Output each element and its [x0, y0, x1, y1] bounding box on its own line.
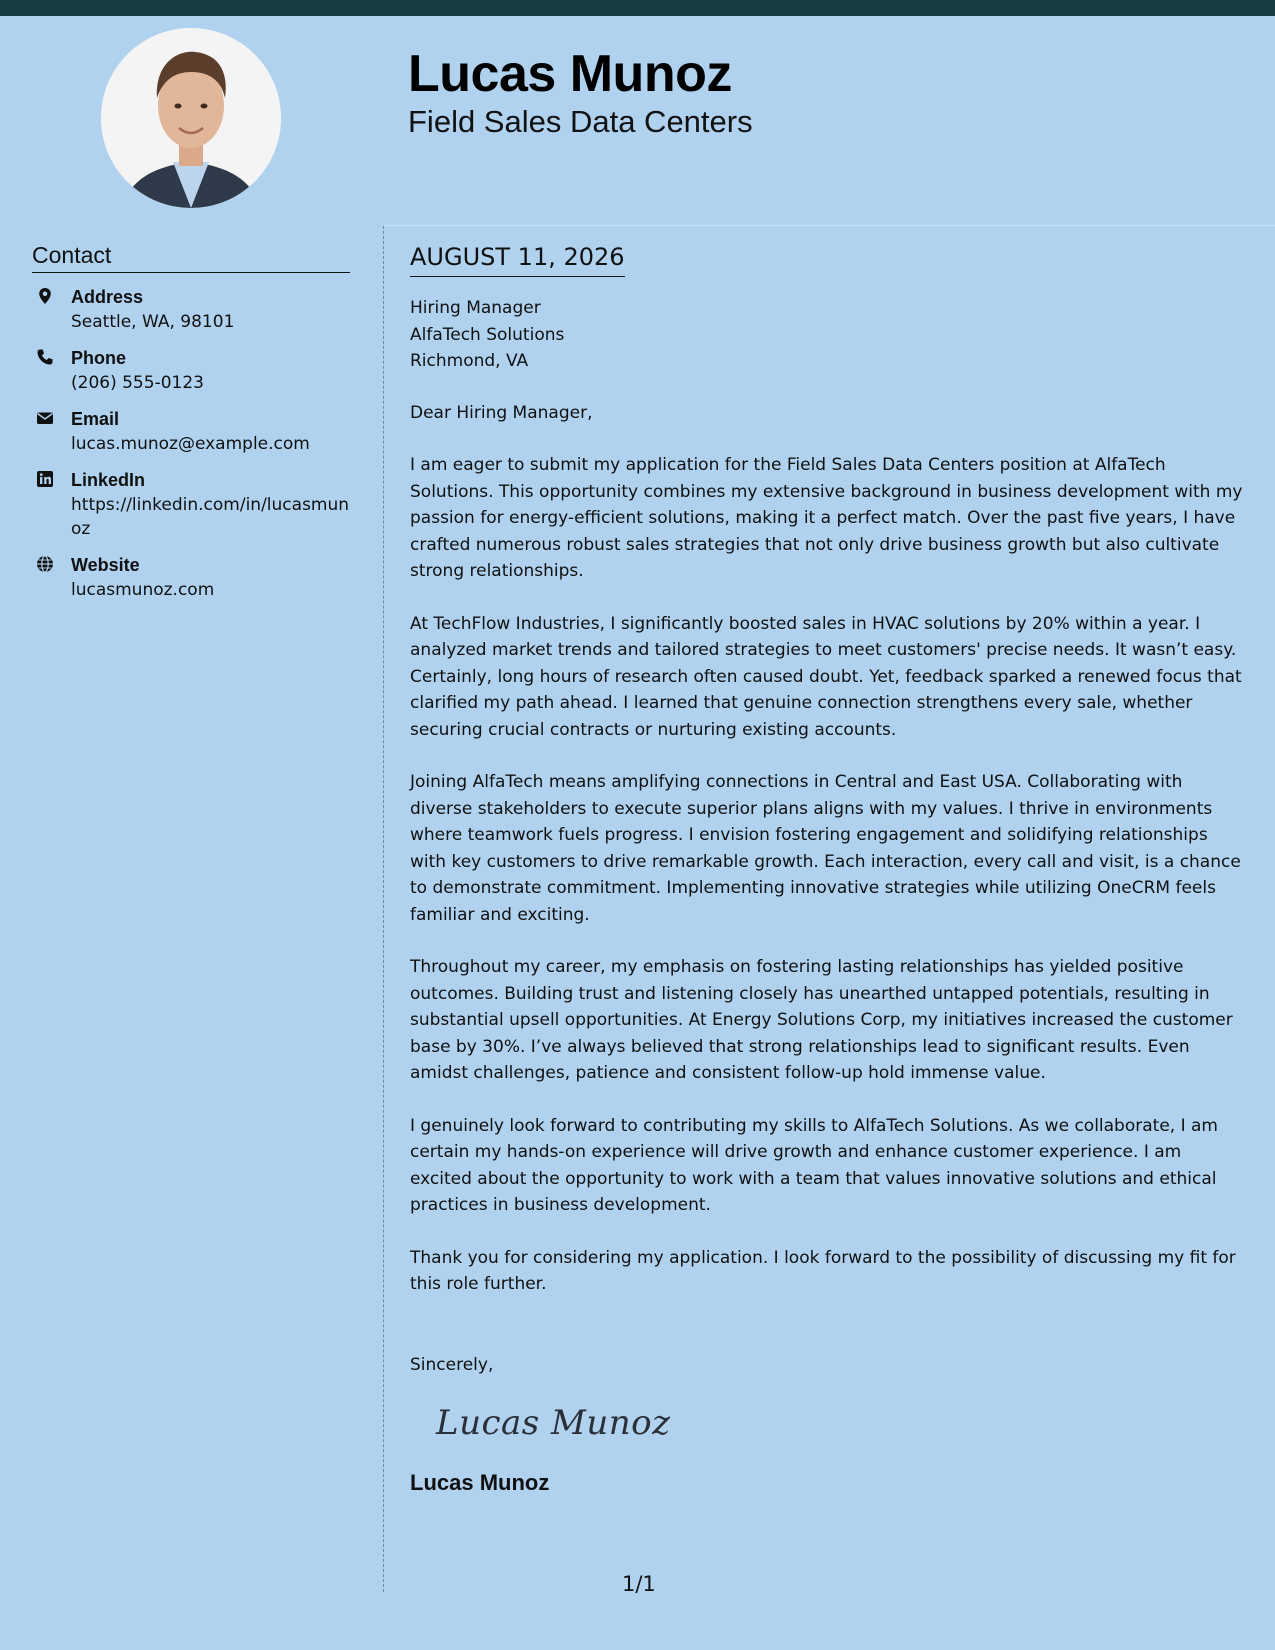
- handwritten-signature: Lucas Munoz: [436, 1403, 671, 1443]
- globe-icon: [36, 555, 54, 573]
- letter-paragraph: Thank you for considering my application. I look forward to the possibility of discussing my fit for this role further.: [410, 1247, 1236, 1294]
- contact-sidebar: [32, 240, 350, 602]
- applicant-role: Field Sales Data Centers: [408, 104, 753, 139]
- top-accent-bar: [0, 0, 1275, 16]
- contact-linkedin: [32, 468, 350, 541]
- recipient-block: [410, 295, 1245, 375]
- salutation: Dear Hiring Manager,: [410, 402, 593, 423]
- contact-value: https://linkedin.com/in/lucasmunoz: [71, 495, 350, 539]
- envelope-icon: [36, 409, 54, 427]
- letter-date: AUGUST 11, 2026: [410, 240, 625, 277]
- map-pin-icon: [36, 287, 54, 305]
- contact-phone: [32, 346, 350, 395]
- letter-paragraph: I genuinely look forward to contributing my skills to AlfaTech Solutions. As we collaborate, I am certain my hands-on experience will drive growth and enhance customer experience. I am excited about the opportunity to work with a team that values innovative solutions and ethical practices in business development.: [410, 1115, 1218, 1215]
- contact-heading: Contact: [32, 240, 350, 273]
- contact-value: lucasmunoz.com: [71, 580, 215, 600]
- letter-paragraph: Throughout my career, my emphasis on fostering lasting relationships has yielded positive outcomes. Building trust and listening closely has unearthed untapped potentials, resulting in substantial upsell opportunities. At Energy Solutions Corp, my initiatives increased the customer base by 30%. I’ve always believed that strong relationships lead to significant results. Even amidst challenges, patience and consistent follow-up hold immense value.: [410, 957, 1233, 1083]
- header-divider: [384, 225, 1275, 226]
- recipient-line: AlfaTech Solutions: [410, 324, 565, 345]
- letter-paragraph: At TechFlow Industries, I significantly boosted sales in HVAC solutions by 20% within a year. I analyzed market trends and tailored strategies to meet customers' precise needs. It wasn’t easy. Certainly, long hours of research often caused doubt. Yet, feedback sparked a renewed focus that clarified my path ahead. I learned that genuine connection strengthens every sale, whether securing crucial contracts or nurturing existing accounts.: [410, 613, 1242, 740]
- contact-label: Address: [71, 287, 144, 307]
- recipient-line: Richmond, VA: [410, 351, 529, 371]
- letter-body: [410, 240, 1245, 1498]
- contact-label: Website: [71, 555, 140, 575]
- contact-label: LinkedIn: [71, 470, 146, 490]
- contact-value: Seattle, WA, 98101: [71, 312, 235, 332]
- contact-label: Phone: [71, 348, 127, 368]
- linkedin-icon: [36, 470, 54, 488]
- contact-website: [32, 553, 350, 602]
- phone-icon: [36, 348, 54, 366]
- applicant-name: Lucas Munoz: [408, 45, 732, 103]
- letter-paragraph: Joining AlfaTech means amplifying connections in Central and East USA. Collaborating with diverse stakeholders to execute superior plans aligns with my values. I thrive in environments where teamwork fuels progress. I envision fostering engagement and solidifying relationships with key customers to drive remarkable growth. Each interaction, every call and visit, is a chance to demonstrate commitment. Implementing innovative strategies while utilizing OneCRM feels familiar and exciting.: [410, 772, 1241, 925]
- letter-paragraph: I am eager to submit my application for the Field Sales Data Centers position at AlfaTech Solutions. This opportunity combines my extensive background in business development with my passion for energy-efficient solutions, making it a perfect match. Over the past five years, I have crafted numerous robust sales strategies that not only drive business growth but also cultivate strong relationships.: [410, 455, 1243, 581]
- signer-name: Lucas Munoz: [410, 1470, 550, 1495]
- profile-photo: [101, 28, 281, 208]
- column-divider: [383, 226, 384, 1592]
- contact-value: lucas.munoz@example.com: [71, 434, 310, 454]
- contact-email: [32, 407, 350, 456]
- contact-value: (206) 555-0123: [71, 373, 204, 393]
- page-number: 1/1: [622, 1572, 656, 1596]
- letter-closing: Sincerely,: [410, 1354, 494, 1375]
- recipient-line: Hiring Manager: [410, 298, 541, 318]
- contact-label: Email: [71, 409, 120, 429]
- contact-address: [32, 285, 350, 334]
